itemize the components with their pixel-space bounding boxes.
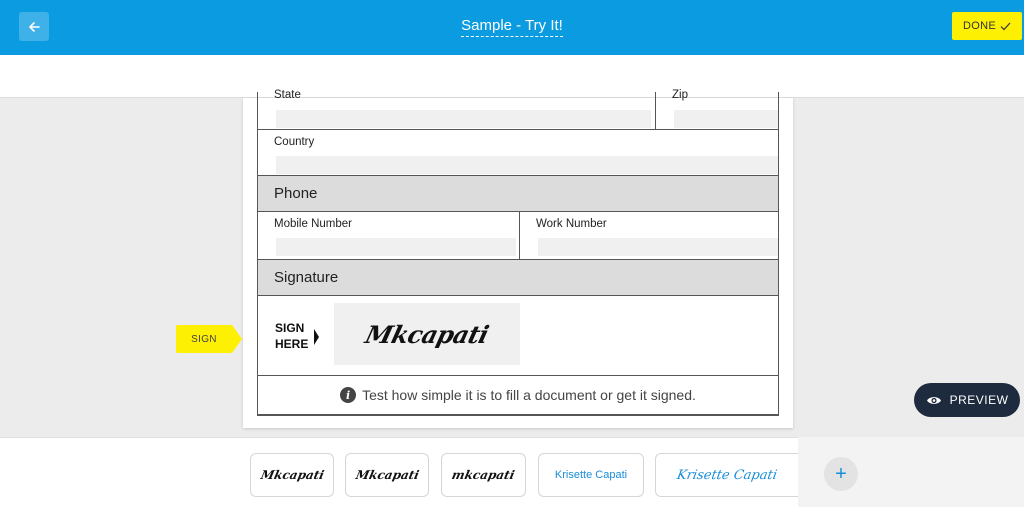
zip-label: Zip <box>672 89 688 101</box>
signature-value: Mkcapati <box>362 319 492 349</box>
preview-label: PREVIEW <box>949 393 1009 407</box>
country-field[interactable] <box>276 156 778 174</box>
sign-here-line2: HERE <box>275 337 309 351</box>
signature-option-1-text: Mkcapati <box>259 468 325 482</box>
mobile-cell <box>258 212 519 259</box>
signature-option-5[interactable] <box>655 453 798 497</box>
info-text: Test how simple it is to fill a document or get it signed. <box>362 387 696 403</box>
state-label: State <box>274 89 301 101</box>
form-table <box>257 89 779 416</box>
sign-here-label <box>275 320 308 352</box>
country-label: Country <box>274 136 315 148</box>
sign-tag[interactable] <box>176 325 242 353</box>
signature-field[interactable] <box>334 303 520 365</box>
country-row <box>258 130 778 176</box>
signature-option-3[interactable] <box>441 453 526 497</box>
done-button[interactable] <box>952 12 1022 40</box>
info-row <box>258 376 778 415</box>
checkmark-icon <box>1000 22 1011 31</box>
state-zip-row <box>258 89 778 130</box>
phone-section-header: Phone <box>258 176 778 212</box>
signature-option-1[interactable] <box>250 453 334 497</box>
sign-tag-arrow <box>232 325 242 353</box>
zip-field[interactable] <box>674 110 778 128</box>
phone-row <box>258 212 778 260</box>
done-label: DONE <box>963 20 996 32</box>
signature-option-3-text: mkcapati <box>450 468 517 482</box>
preview-button[interactable] <box>914 383 1020 417</box>
country-cell <box>258 130 778 175</box>
signature-section-header: Signature <box>258 260 778 296</box>
work-cell <box>519 212 778 259</box>
signature-option-4-text: Krisette Capati <box>554 469 628 481</box>
signature-row <box>258 296 778 376</box>
sign-arrow-icon <box>314 329 319 345</box>
signature-option-4[interactable] <box>538 453 644 497</box>
sign-here-line1: SIGN <box>275 321 305 335</box>
add-signature-button[interactable] <box>824 457 858 491</box>
plus-icon: + <box>835 462 847 485</box>
work-field[interactable] <box>538 238 778 256</box>
mobile-field[interactable] <box>276 238 516 256</box>
document-page <box>243 89 793 428</box>
mobile-label: Mobile Number <box>274 218 352 230</box>
zip-cell <box>655 89 778 129</box>
sign-tag-label: SIGN <box>176 325 232 353</box>
info-icon: i <box>340 387 356 403</box>
document-title-text[interactable]: Sample - Try It! <box>461 17 563 37</box>
signature-option-5-text: Krisette Capati <box>675 467 779 483</box>
work-label: Work Number <box>536 218 607 230</box>
signature-option-2-text: Mkcapati <box>354 468 420 482</box>
eye-icon <box>926 395 942 406</box>
signature-option-2[interactable] <box>345 453 429 497</box>
top-header <box>0 0 1024 55</box>
state-cell <box>258 89 655 129</box>
state-field[interactable] <box>276 110 651 128</box>
document-title[interactable] <box>0 17 1024 34</box>
